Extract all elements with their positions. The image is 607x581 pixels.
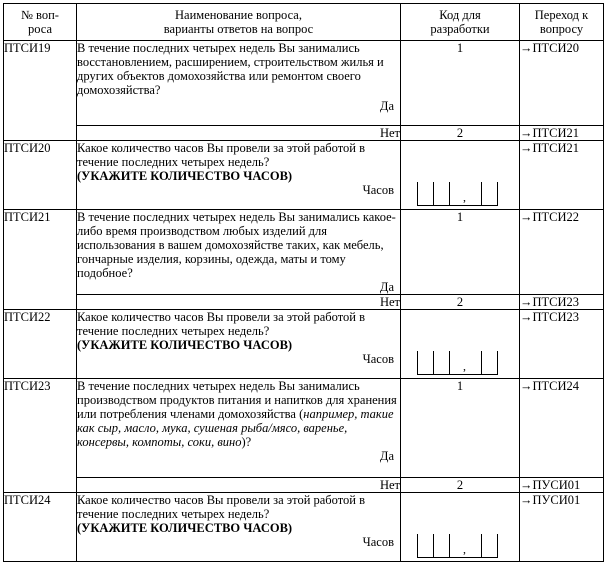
question-row: [4, 141, 604, 210]
option-label: Да: [379, 99, 394, 113]
hours-entry-cell: [401, 310, 520, 379]
question-text: В течение последних четырех недель Вы занимались восстановлением, расширением, строительством жилья и других объектов домохозяйства или ремонтом своего домохозяйства?: [77, 41, 384, 97]
option-goto: →ПТСИ23: [520, 310, 604, 379]
question-row: [4, 210, 604, 295]
option-row: [4, 295, 604, 310]
option-label: Да: [379, 449, 394, 463]
question-text-cell: [77, 210, 401, 295]
question-text-part: В течение последних четырех недель Вы занимались производством продуктов питания и напитков для хранения или потребления членами домохозяйства (: [77, 379, 397, 421]
question-text-part: )?: [241, 435, 252, 449]
header-text: № воп-: [21, 8, 59, 22]
question-text-cell: [77, 493, 401, 562]
question-text-examples: например, такие как сыр, масло, мука, сушеная рыба/мясо, варенье, консервы, компоты, соки, вино: [77, 407, 394, 449]
option-row: [4, 478, 604, 493]
option-code: 2: [401, 126, 520, 141]
header-row: [4, 4, 604, 41]
question-number: ПТСИ22: [4, 310, 77, 379]
option-goto: →ПТСИ21: [520, 126, 604, 141]
hours-entry-cell: [401, 141, 520, 210]
option-goto: →ПТСИ21: [520, 141, 604, 210]
decimal-comma: ,: [463, 190, 466, 204]
header-text: вопросу: [539, 22, 584, 36]
option-goto: →ПТСИ20: [520, 41, 604, 126]
header-text: Код для: [439, 8, 481, 22]
hours-label: Часов: [362, 352, 394, 366]
hours-input[interactable]: [417, 351, 497, 375]
hours-input[interactable]: [417, 182, 497, 206]
question-text: Какое количество часов Вы провели за этой работой в течение последних четырех недель?: [77, 141, 366, 169]
question-text: В течение последних четырех недель Вы занимались какое-либо время производством любых изделий для использования в вашем домохозяйстве таких, как мебель, гончарные изделия, корзины, одежда, маты и тому подобное?: [77, 210, 396, 280]
header-text: варианты ответов на вопрос: [163, 22, 314, 36]
option-code: 2: [401, 295, 520, 310]
question-text: Какое количество часов Вы провели за этой работой в течение последних четырех недель?: [77, 310, 366, 338]
question-text: [77, 379, 400, 449]
question-row: [4, 310, 604, 379]
question-text: Какое количество часов Вы провели за этой работой в течение последних четырех недель?: [77, 493, 366, 521]
header-text: Переход к: [534, 8, 589, 22]
question-instruction: (УКАЖИТЕ КОЛИЧЕСТВО ЧАСОВ): [77, 169, 293, 183]
question-row: [4, 41, 604, 126]
header-code: [401, 4, 520, 41]
question-number: ПТСИ19: [4, 41, 77, 141]
option-code: 2: [401, 478, 520, 493]
question-number: ПТСИ21: [4, 210, 77, 310]
header-question-name: [77, 4, 401, 41]
hours-label: Часов: [362, 183, 394, 197]
question-row: [4, 379, 604, 478]
decimal-comma: ,: [463, 542, 466, 556]
option-code: 1: [401, 379, 520, 478]
questionnaire-table: [3, 3, 604, 562]
hours-input[interactable]: [417, 534, 497, 558]
question-instruction: (УКАЖИТЕ КОЛИЧЕСТВО ЧАСОВ): [77, 338, 293, 352]
option-label: Нет: [77, 478, 401, 493]
question-text-cell: [77, 141, 401, 210]
question-number: ПТСИ23: [4, 379, 77, 493]
option-label: Нет: [77, 295, 401, 310]
option-code: 1: [401, 41, 520, 126]
question-instruction: (УКАЖИТЕ КОЛИЧЕСТВО ЧАСОВ): [77, 521, 293, 535]
question-text-cell: [77, 379, 401, 478]
question-text-cell: [77, 310, 401, 379]
header-text: роса: [27, 22, 53, 36]
question-row: [4, 493, 604, 562]
hours-entry-cell: [401, 493, 520, 562]
option-goto: →ПТСИ24: [520, 379, 604, 478]
option-goto: →ПУСИ01: [520, 493, 604, 562]
option-goto: →ПТСИ23: [520, 295, 604, 310]
option-label: Да: [379, 280, 394, 294]
header-goto: [520, 4, 604, 41]
decimal-comma: ,: [463, 359, 466, 373]
question-text-cell: [77, 41, 401, 126]
option-label: Нет: [77, 126, 401, 141]
header-text: разработки: [430, 22, 490, 36]
hours-label: Часов: [362, 535, 394, 549]
question-number: ПТСИ24: [4, 493, 77, 562]
option-goto: →ПТСИ22: [520, 210, 604, 295]
option-goto: →ПУСИ01: [520, 478, 604, 493]
option-code: 1: [401, 210, 520, 295]
header-text: Наименование вопроса,: [175, 8, 302, 22]
question-number: ПТСИ20: [4, 141, 77, 210]
header-question-number: [4, 4, 77, 41]
option-row: [4, 126, 604, 141]
